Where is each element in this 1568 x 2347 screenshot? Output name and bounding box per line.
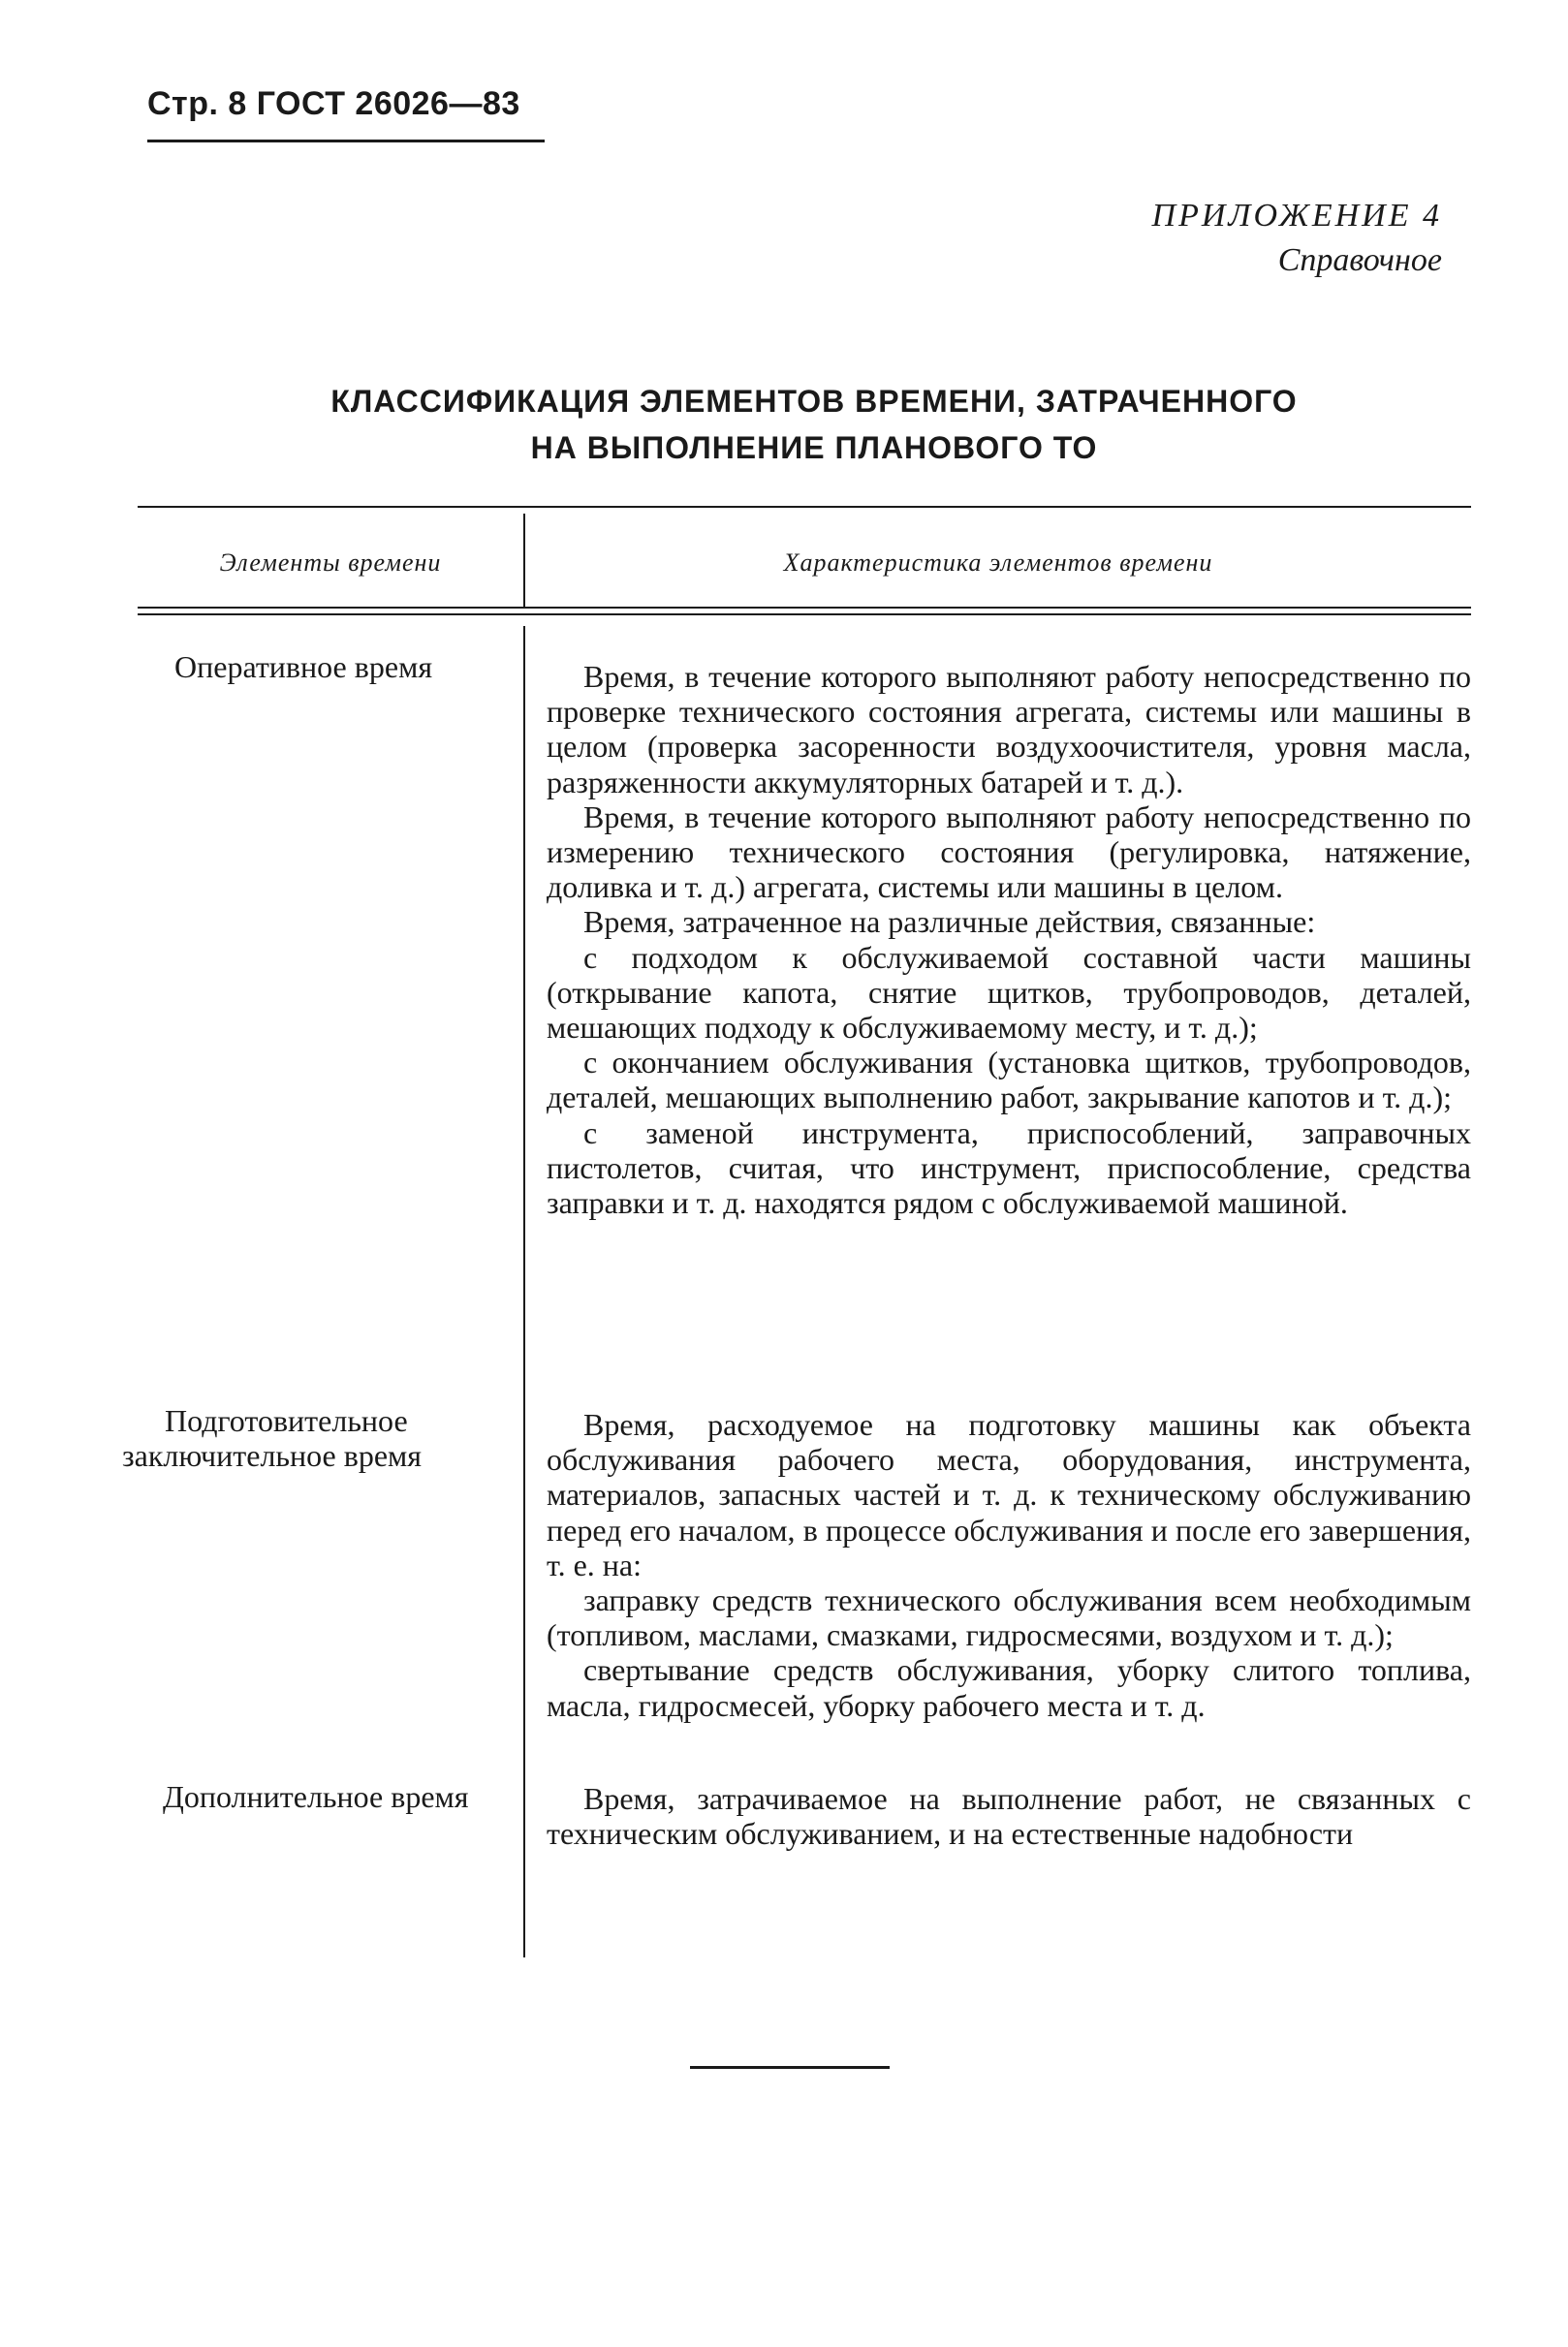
- element-operational: Оперативное время: [174, 649, 433, 684]
- desc-block-2: [547, 1407, 1471, 1723]
- desc-paragraph: Время, в течение которого выполняют работу непосредственно по измерению технического состояния (регулировка, натяжение, доливка и т. д.) агрегата, системы или машины в целом.: [547, 798, 1471, 905]
- desc-paragraph: с окончанием обслуживания (установка щитков, трубопроводов, деталей, мешающих выполнению работ, закрывание капотов и т. д.);: [547, 1045, 1471, 1115]
- desc-paragraph: Время, затрачиваемое на выполнение работ, не связанных с техническим обслуживанием, и на естественные надобности: [547, 1781, 1471, 1852]
- title-line-2: НА ВЫПОЛНЕНИЕ ПЛАНОВОГО ТО: [530, 430, 1098, 465]
- element-additional: Дополнительное время: [163, 1779, 469, 1814]
- desc-paragraph: с подходом к обслуживаемой составной части машины (открывание капота, снятие щитков, трубопроводов, деталей, мешающих подходу к обслуживаемому месту, и т. д.);: [547, 939, 1471, 1046]
- header-underline: [147, 140, 545, 142]
- element-preparatory: Подготовительное заключительное время: [122, 1403, 423, 1473]
- appendix-type: Справочное: [1277, 242, 1442, 278]
- desc-paragraph: свертывание средств обслуживания, уборку слитого топлива, масла, гидросмесей, уборку рабочего места и т. д.: [547, 1652, 1471, 1723]
- appendix-label: ПРИЛОЖЕНИЕ 4: [1151, 198, 1442, 234]
- column-header-characteristics: Характеристика элементов времени: [783, 548, 1213, 577]
- table-header-rule-2: [138, 613, 1471, 615]
- desc-paragraph: Время, затраченное на различные действия, связанные:: [583, 904, 1316, 940]
- desc-paragraph: с заменой инструмента, приспособлений, заправочных пистолетов, считая, что инструмент, приспособление, средства заправки и т. д. находятся рядом с обслуживаемой машиной.: [547, 1114, 1471, 1221]
- desc-block-1: [547, 659, 1471, 1220]
- page-header: Стр. 8 ГОСТ 26026—83: [147, 85, 520, 122]
- desc-block-3: [547, 1781, 1471, 1851]
- footer-rule: [690, 2066, 890, 2069]
- desc-paragraph: Время, расходуемое на подготовку машины как объекта обслуживания рабочего места, оборудования, инструмента, материалов, запасных частей и т. д. к техническому обслуживанию перед его началом, в процессе обслуживания и после его завершения, т. е. на:: [547, 1407, 1471, 1582]
- title-line-1: КЛАССИФИКАЦИЯ ЭЛЕМЕНТОВ ВРЕМЕНИ, ЗАТРАЧЕННОГО: [330, 384, 1298, 419]
- table-top-rule: [138, 506, 1471, 508]
- appendix-block: [1152, 194, 1442, 283]
- column-header-elements: Элементы времени: [219, 548, 442, 577]
- table-header-rule-1: [138, 607, 1471, 609]
- desc-paragraph: Время, в течение которого выполняют работу непосредственно по проверке технического состояния агрегата, системы или машины в целом (проверка засоренности воздухоочистителя, уровня масла, разряженности аккумуляторных батарей и т. д.).: [547, 659, 1471, 799]
- document-title: [136, 378, 1492, 471]
- body-column-divider: [523, 626, 525, 1957]
- desc-paragraph: заправку средств технического обслуживания всем необходимым (топливом, маслами, смазками, гидросмесями, воздухом и т. д.);: [547, 1582, 1471, 1653]
